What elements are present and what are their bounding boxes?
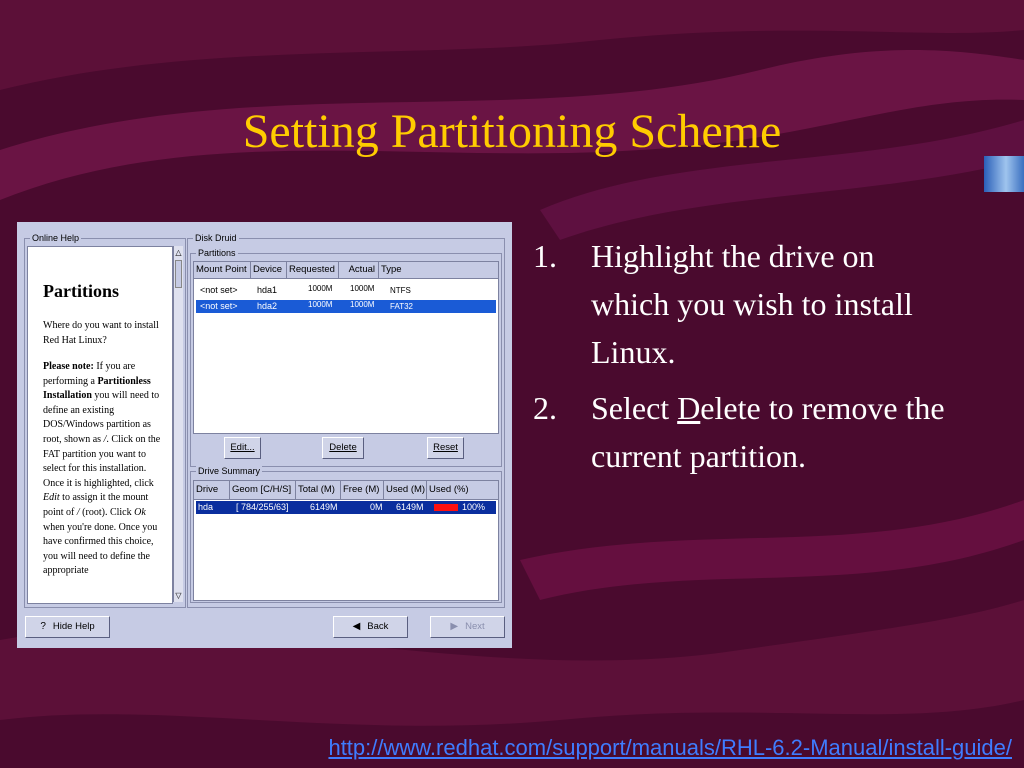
help-body-text: Please note: If you are performing a Partitionless Installation you will need to define an existing DOS/Windows partition as root, shown as /. Click on the FAT partition you want to select for this installation. Once it is highlighted, click Edit to assign it the mount point of / (root). Click Ok when you're done. Once you have confirmed this choice, you will need to define the appropriate (43, 361, 161, 577)
hide-help-button[interactable]: ? Hide Help (25, 616, 110, 638)
usage-bar (434, 504, 458, 511)
scroll-thumb[interactable] (175, 260, 182, 288)
column-header-actual[interactable]: Actual (339, 262, 379, 278)
drive-summary-table[interactable] (193, 480, 499, 601)
delete-button[interactable]: Delete (322, 437, 364, 459)
column-header-mount-point[interactable]: Mount Point (194, 262, 251, 278)
question-mark-icon: ? (40, 621, 46, 632)
column-header-device[interactable]: Device (251, 262, 287, 278)
help-scrollbar[interactable] (173, 246, 183, 602)
partition-row-hda1[interactable]: <not set> hda1 1000M 1000M NTFS (200, 284, 411, 295)
disk-druid-label: Disk Druid (195, 233, 237, 243)
source-link[interactable]: http://www.redhat.com/support/manuals/RHL-6.2-Manual/install-guide/ (328, 735, 1012, 760)
help-heading: Partitions (43, 281, 119, 301)
partitions-table[interactable] (193, 261, 499, 434)
drive-summary-label: Drive Summary (198, 466, 261, 476)
column-header-used-pct[interactable]: Used (%) (429, 484, 469, 495)
column-header-used[interactable]: Used (M) (384, 481, 427, 499)
left-triangle-icon: ◀ (352, 621, 361, 632)
step-number: 1. (533, 238, 557, 274)
scroll-up-arrow-icon[interactable]: △ (175, 248, 182, 257)
online-help-label: Online Help (32, 233, 80, 243)
step-text: Select Delete to remove the current partition. (591, 390, 945, 474)
online-help-pane (27, 246, 173, 604)
slide-title: Setting Partitioning Scheme (242, 105, 782, 158)
help-partitionless: Partitionless Installation (43, 375, 151, 402)
step-number: 2. (533, 390, 557, 426)
column-header-type[interactable]: Type (381, 264, 402, 275)
step-text: Highlight the drive on which you wish to install Linux. (591, 238, 913, 370)
reset-button[interactable]: Reset (427, 437, 464, 459)
scroll-down-arrow-icon[interactable]: ▽ (175, 591, 182, 600)
edit-button[interactable]: Edit... (224, 437, 261, 459)
drive-summary-header (194, 481, 498, 500)
partitions-label: Partitions (198, 248, 236, 258)
help-note-label: Please note: (43, 361, 94, 372)
column-header-total[interactable]: Total (M) (296, 481, 341, 499)
usage-bar-fill (434, 504, 458, 511)
column-header-requested[interactable]: Requested (287, 262, 339, 278)
next-button[interactable]: ▶ Next (430, 616, 505, 638)
column-header-drive[interactable]: Drive (194, 481, 230, 499)
partitions-table-header (194, 262, 498, 279)
back-button[interactable]: ◀ Back (333, 616, 408, 638)
right-triangle-icon: ▶ (450, 621, 459, 632)
help-intro-text: Where do you want to install Red Hat Linux? (43, 320, 159, 346)
partition-row-hda2[interactable]: <not set> hda2 1000M 1000M FAT32 (196, 300, 496, 313)
column-header-geom[interactable]: Geom [C/H/S] (230, 481, 296, 499)
tab-accent-decoration (984, 156, 1024, 192)
installer-screenshot (17, 222, 512, 648)
column-header-free[interactable]: Free (M) (341, 481, 384, 499)
drive-row-hda[interactable]: hda [ 784/255/63] 6149M 0M 6149M 100% (196, 501, 496, 514)
